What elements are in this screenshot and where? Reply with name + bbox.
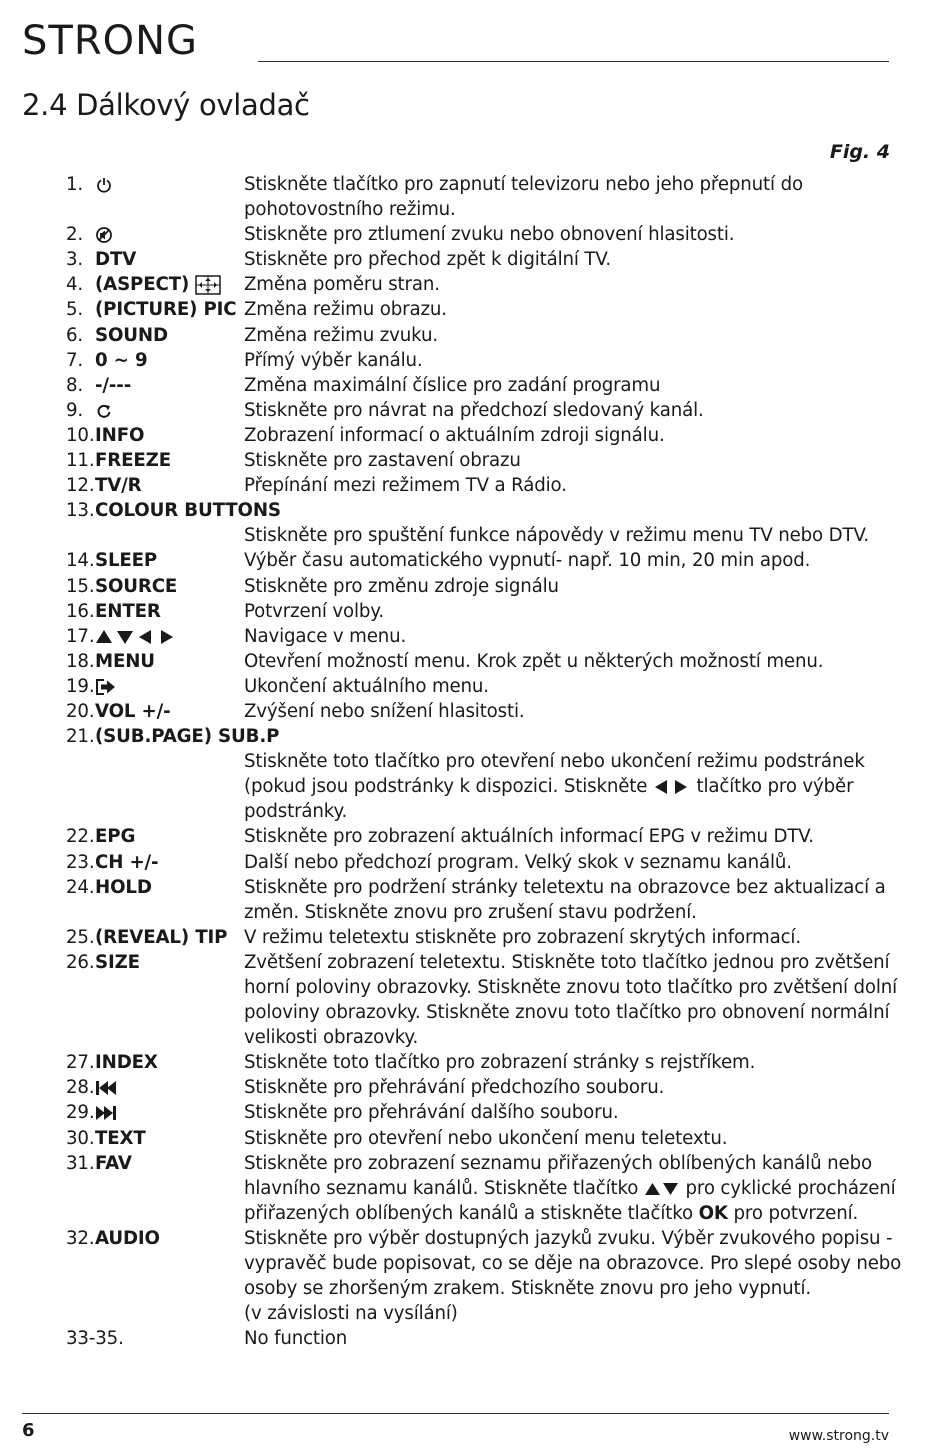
item-number: 10. — [66, 424, 95, 446]
website-link[interactable]: www.strong.tv — [788, 1428, 889, 1444]
item-number: 2. — [66, 224, 84, 246]
list-item — [66, 348, 906, 373]
item-description: Stiskněte pro přehrávání dalšího souboru. — [244, 1102, 619, 1124]
mute-icon — [95, 226, 113, 244]
navigation-arrows-icon — [95, 628, 177, 646]
list-item — [66, 297, 906, 322]
item-number: 19. — [66, 675, 95, 697]
item-description: Stiskněte pro přechod zpět k digitální TV. — [244, 249, 611, 271]
item-description-note: (v závislosti na vysílání) — [244, 1303, 458, 1325]
item-number: 25. — [66, 926, 95, 948]
item-key: EPG — [95, 826, 136, 848]
list-item — [66, 1226, 906, 1326]
list-item — [66, 272, 906, 297]
item-key: 0 ~ 9 — [95, 349, 148, 371]
item-key: DTV — [95, 249, 137, 271]
left-right-arrows-icon — [653, 779, 691, 795]
item-description-part: pro potvrzení. — [733, 1202, 859, 1224]
next-track-icon — [95, 1105, 117, 1121]
item-key: VOL +/- — [95, 700, 171, 722]
item-description: No function — [244, 1328, 348, 1350]
item-number: 5. — [66, 299, 84, 321]
list-item — [66, 172, 906, 222]
item-key: INFO — [95, 424, 145, 446]
recall-icon — [95, 402, 113, 420]
item-description: Stiskněte pro zastavení obrazu — [244, 450, 521, 472]
list-item — [66, 1126, 906, 1151]
item-number: 3. — [66, 249, 84, 271]
item-key: SLEEP — [95, 550, 158, 572]
item-key: SOUND — [95, 324, 168, 346]
item-number: 23. — [66, 851, 95, 873]
item-number: 8. — [66, 374, 84, 396]
item-description: Stiskněte tlačítko pro zapnutí televizoru nebo jeho přepnutí do pohotovostního režimu. — [244, 174, 803, 221]
footer-rule — [22, 1413, 889, 1414]
item-description: Přímý výběr kanálu. — [244, 349, 423, 371]
item-number: 30. — [66, 1127, 95, 1149]
list-item — [66, 247, 906, 272]
item-key: FAV — [95, 1152, 132, 1174]
item-key: HOLD — [95, 876, 152, 898]
list-item — [66, 724, 906, 749]
item-number: 13. — [66, 500, 95, 522]
item-description: Zvýšení nebo snížení hlasitosti. — [244, 700, 525, 722]
item-number: 17. — [66, 625, 95, 647]
list-item — [66, 222, 906, 247]
figure-label: Fig. 4 — [829, 141, 890, 163]
item-number: 4. — [66, 274, 84, 296]
up-down-arrows-icon — [644, 1181, 680, 1197]
item-description: Ukončení aktuálního menu. — [244, 675, 489, 697]
item-key: (PICTURE) PIC — [95, 299, 237, 321]
list-item — [66, 1050, 906, 1075]
item-key: ENTER — [95, 600, 161, 622]
item-key: TV/R — [95, 475, 142, 497]
list-item — [66, 925, 906, 950]
item-number: 21. — [66, 726, 95, 748]
item-description: Zobrazení informací o aktuálním zdroji signálu. — [244, 424, 665, 446]
svg-text:STRONG: STRONG — [22, 18, 199, 62]
item-description-part: Stiskněte toto tlačítko pro otevření nebo ukončení režimu podstránek (pokud jsou podstránky k dispozici. Stiskněte — [244, 751, 865, 798]
item-description: Potvrzení volby. — [244, 600, 384, 622]
list-item — [66, 824, 906, 849]
item-description: Další nebo předchozí program. Velký skok v seznamu kanálů. — [244, 851, 792, 873]
item-key — [95, 222, 244, 247]
item-number: 24. — [66, 876, 95, 898]
item-number: 22. — [66, 826, 95, 848]
item-number: 26. — [66, 951, 95, 973]
aspect-icon — [195, 275, 221, 295]
item-number: 6. — [66, 324, 84, 346]
list-item — [66, 323, 906, 348]
item-number: 29. — [66, 1102, 95, 1124]
list-item — [66, 875, 906, 925]
list-item — [66, 373, 906, 398]
item-key: SOURCE — [95, 575, 178, 597]
page-number: 6 — [22, 1420, 35, 1441]
item-description — [66, 749, 906, 824]
item-key: SIZE — [95, 951, 140, 973]
item-number: 9. — [66, 399, 84, 421]
item-description: Stiskněte pro návrat na předchozí sledovaný kanál. — [244, 399, 704, 421]
item-description-part: pro cyklické procházení přiřazených oblíbených kanálů a stiskněte tlačítko — [244, 1177, 896, 1224]
item-number: 7. — [66, 349, 84, 371]
item-description: Změna poměru stran. — [244, 274, 440, 296]
item-description: V režimu teletextu stiskněte pro zobrazení skrytých informací. — [244, 926, 801, 948]
item-key — [95, 398, 244, 423]
strong-logo — [22, 16, 222, 62]
item-key: (SUB.PAGE) SUB.P — [95, 726, 280, 748]
item-description: Stiskněte pro přehrávání předchozího souboru. — [244, 1077, 665, 1099]
item-key: (REVEAL) TIP — [95, 926, 228, 948]
list-item — [66, 674, 906, 699]
list-item — [66, 1151, 906, 1226]
list-item — [66, 624, 906, 649]
item-description: Změna režimu obrazu. — [244, 299, 447, 321]
item-key — [95, 272, 244, 297]
item-key: TEXT — [95, 1127, 146, 1149]
exit-icon — [95, 678, 117, 696]
item-description: Stiskněte pro změnu zdroje signálu — [244, 575, 559, 597]
list-item — [66, 423, 906, 448]
item-description: Stiskněte toto tlačítko pro zobrazení stránky s rejstříkem. — [244, 1052, 756, 1074]
item-description — [244, 1226, 906, 1326]
list-item — [66, 1326, 906, 1351]
item-description: Stiskněte pro zobrazení aktuálních informací EPG v režimu DTV. — [244, 826, 814, 848]
item-description: Výběr času automatického vypnutí- např. 10 min, 20 min apod. — [244, 550, 811, 572]
list-item — [66, 1100, 906, 1125]
power-icon — [95, 176, 113, 194]
section-title: 2.4 Dálkový ovladač — [22, 88, 310, 122]
item-description: Stiskněte pro ztlumení zvuku nebo obnovení hlasitosti. — [244, 224, 735, 246]
item-number: 14. — [66, 550, 95, 572]
item-description: Zvětšení zobrazení teletextu. Stiskněte toto tlačítko jednou pro zvětšení horní poloviny obrazovky. Stiskněte znovu toto tlačítko pro zvětšení dolní poloviny obrazovky. Stiskněte znovu toto tlačítko pro obnovení normální velikosti obrazovky. — [244, 951, 898, 1049]
item-description: Přepínání mezi režimem TV a Rádio. — [244, 475, 567, 497]
list-item — [66, 448, 906, 473]
list-item — [66, 548, 906, 573]
item-number: 12. — [66, 475, 95, 497]
item-key — [95, 1100, 244, 1125]
item-description: Otevření možností menu. Krok zpět u některých možností menu. — [244, 650, 824, 672]
item-number: 11. — [66, 450, 95, 472]
list-item — [66, 699, 906, 724]
item-number: 31. — [66, 1152, 95, 1174]
item-number: 16. — [66, 600, 95, 622]
list-item — [66, 473, 906, 498]
item-key: INDEX — [95, 1052, 158, 1074]
item-number: 33-35. — [66, 1328, 124, 1350]
item-key — [95, 674, 244, 699]
item-key: CH +/- — [95, 851, 159, 873]
list-item — [66, 599, 906, 624]
list-item — [66, 649, 906, 674]
list-item — [66, 398, 906, 423]
item-description: Změna režimu zvuku. — [244, 324, 438, 346]
list-item — [66, 1075, 906, 1100]
item-key: AUDIO — [95, 1227, 160, 1249]
header-rule — [258, 61, 889, 62]
item-key: FREEZE — [95, 450, 171, 472]
item-key-label: (ASPECT) — [95, 274, 190, 296]
item-description-part: Stiskněte pro zobrazení seznamu přiřazených oblíbených kanálů nebo hlavního seznamu kanálů. Stiskněte tlačítko — [244, 1152, 872, 1199]
item-description: Navigace v menu. — [244, 625, 407, 647]
item-number: 18. — [66, 650, 95, 672]
list-item — [66, 574, 906, 599]
item-number: 15. — [66, 575, 95, 597]
list-item — [66, 498, 906, 523]
item-key — [95, 624, 244, 649]
item-description: Změna maximální číslice pro zadání programu — [244, 374, 661, 396]
item-description: Stiskněte pro spuštění funkce nápovědy v režimu menu TV nebo DTV. — [244, 525, 870, 547]
remote-control-key-list — [66, 172, 906, 1351]
previous-track-icon — [95, 1080, 117, 1096]
item-description-part: tlačítko pro výběr podstránky. — [244, 776, 854, 823]
item-description: Stiskněte pro podržení stránky teletextu na obrazovce bez aktualizací a změn. Stiskněte znovu pro zrušení stavu podržení. — [244, 876, 886, 923]
list-item — [66, 950, 906, 1050]
item-key — [95, 1075, 244, 1100]
item-number: 32. — [66, 1227, 95, 1249]
item-key: -/--- — [95, 374, 132, 396]
item-key — [95, 172, 244, 197]
item-key: COLOUR BUTTONS — [95, 500, 281, 522]
item-number: 20. — [66, 700, 95, 722]
list-item — [66, 850, 906, 875]
item-description — [244, 1151, 906, 1226]
item-number: 27. — [66, 1052, 95, 1074]
item-number: 1. — [66, 174, 84, 195]
ok-key-label: OK — [698, 1202, 728, 1224]
item-number: 28. — [66, 1077, 95, 1099]
item-description: Stiskněte pro otevření nebo ukončení menu teletextu. — [244, 1127, 728, 1149]
item-key: MENU — [95, 650, 155, 672]
item-description-part: Stiskněte pro výběr dostupných jazyků zvuku. Výběr zvukového popisu - vypravěč bude popisovat, co se děje na obrazovce. Pro slepé osoby nebo osoby se zhoršeným zrakem. Stiskněte znovu pro jeho vypnutí. — [244, 1227, 902, 1300]
